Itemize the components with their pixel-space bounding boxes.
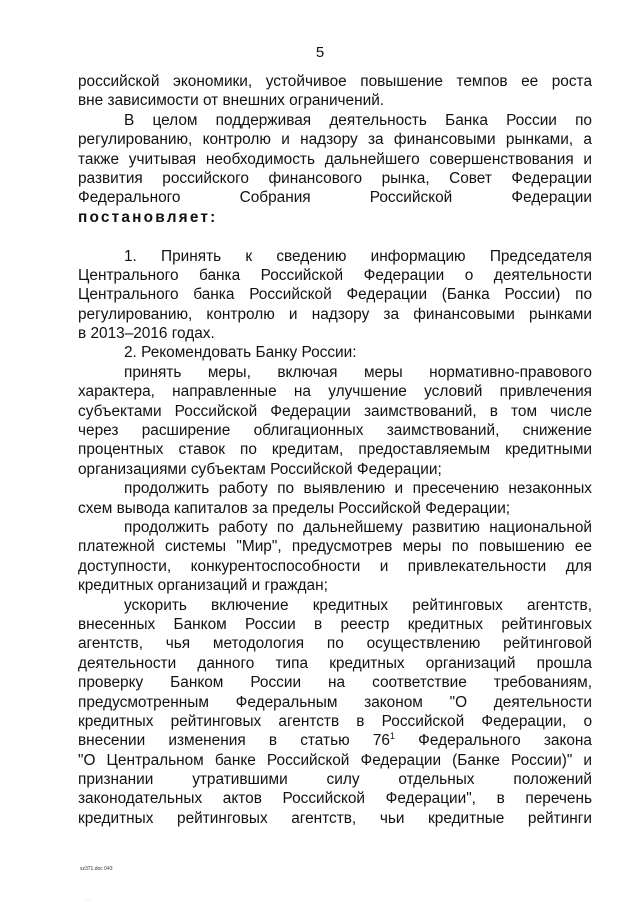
text-line: развития российского финансового рынка, Совет Федерации <box>78 169 592 187</box>
text-line: принять меры, включая меры нормативно-правового <box>124 363 592 381</box>
text-line: продолжить работу по выявлению и пресечению незаконных <box>124 480 592 498</box>
document-body <box>78 72 592 828</box>
text-line: 2. Рекомендовать Банку России: <box>124 344 357 362</box>
text-line-with-superscript <box>78 731 592 750</box>
text-line: характера, направленные на улучшение условий привлечения <box>78 383 592 401</box>
text-fragment: Федерального закона <box>394 732 592 750</box>
footer-file-code: sz371.doc 043 <box>80 866 113 872</box>
text-fragment: внесении изменения в статью 76 <box>78 732 390 750</box>
text-line: регулированию, контролю и надзору за финансовыми рынками, а <box>78 131 592 149</box>
paragraph-gap <box>78 227 592 246</box>
text-line: вне зависимости от внешних ограничений. <box>78 92 385 110</box>
text-line: внесенных Банком России в реестр кредитных рейтинговых <box>78 615 592 633</box>
text-line: также учитывая необходимость дальнейшего совершенствования и <box>78 150 592 168</box>
text-line: российской экономики, устойчивое повышение темпов ее роста <box>78 73 592 90</box>
text-line: кредитных организаций и граждан; <box>78 577 328 595</box>
text-line: организациями субъектам Российской Федерации; <box>78 460 442 478</box>
text-line: "О Центральном банке Российской Федерации (Банке России)" и <box>78 751 592 769</box>
text-line: законодательных актов Российской Федерации", в перечень <box>78 790 592 808</box>
text-line: В целом поддерживая деятельность Банка России по <box>124 111 592 129</box>
text-line: платежной системы "Мир", предусмотрев меры по повышению ее <box>78 538 592 556</box>
text-line: Федерального Собрания Российской Федерации <box>78 189 592 207</box>
text-line: продолжить работу по дальнейшему развитию национальной <box>124 518 592 536</box>
text-line: проверку Банком России на соответствие требованиям, <box>78 674 592 692</box>
text-line: предусмотренным Федеральным законом "О деятельности <box>78 693 592 711</box>
text-line: агентств, чья методология по осуществлению рейтинговой <box>78 635 592 653</box>
text-line: Центрального банка Российской Федерации (Банка России) по <box>78 286 592 304</box>
text-line: кредитных рейтинговых агентств, чьи кредитные рейтинги <box>78 809 592 827</box>
text-line: деятельности данного типа кредитных организаций прошла <box>78 654 592 672</box>
resolution-keyword: постановляет: <box>78 208 218 226</box>
text-line: процентных ставок по кредитам, предоставляемым кредитными <box>78 441 592 459</box>
text-line: доступности, конкурентоспособности и привлекательности для <box>78 557 592 575</box>
footer-marks: . . <box>86 897 91 903</box>
text-line: через расширение облигационных заимствований, снижение <box>78 422 592 440</box>
text-line: в 2013–2016 годах. <box>78 325 215 343</box>
page-number: 5 <box>315 44 325 61</box>
text-line: кредитных рейтинговых агентств в Российской Федерации, о <box>78 712 592 730</box>
superscript: 1 <box>389 731 395 742</box>
text-line: Центрального банка Российской Федерации о деятельности <box>78 266 592 284</box>
text-line: признании утратившими силу отдельных положений <box>78 771 592 789</box>
text-line: регулированию, контролю и надзору за финансовыми рынками <box>78 305 592 323</box>
text-line: 1. Принять к сведению информацию Председателя <box>124 247 592 265</box>
text-line: схем вывода капиталов за пределы Российской Федерации; <box>78 499 511 517</box>
text-line: субъектами Российской Федерации заимствований, в том числе <box>78 402 592 420</box>
text-line: ускорить включение кредитных рейтинговых агентств, <box>124 596 592 614</box>
